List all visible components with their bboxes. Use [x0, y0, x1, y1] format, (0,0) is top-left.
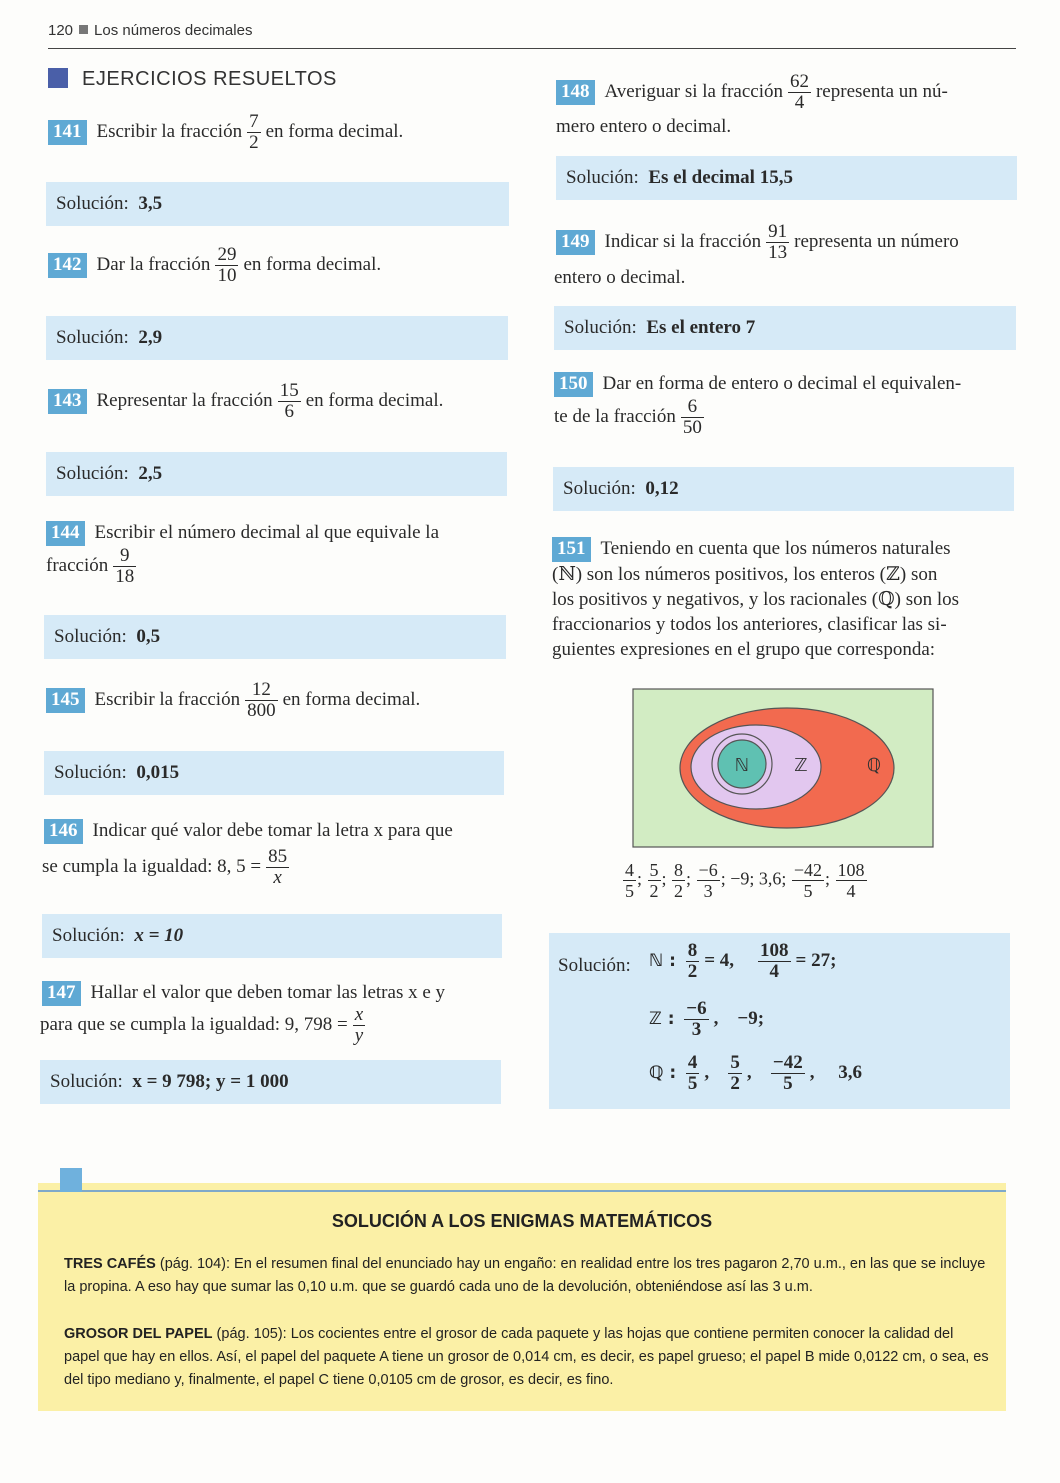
solution-142: Solución: 2,9 — [46, 316, 508, 360]
enigmas-title: SOLUCIÓN A LOS ENIGMAS MATEMÁTICOS — [331, 1211, 713, 1231]
problem-145: 145 Escribir la fracción $\frac{12}{800}$ en forma decimal. — [46, 680, 516, 721]
problem-146: 146 Indicar qué valor debe tomar la letra x para que — [44, 818, 514, 844]
problem-number: 143 — [48, 389, 87, 414]
problem-149: 149 Indicar si la fracción $\frac{91}{13}$ representa un número — [556, 222, 1026, 263]
square-marker-icon — [60, 1168, 82, 1192]
problem-147: 147 Hallar el valor que deben tomar las letras x e y — [42, 980, 512, 1006]
fraction: $\frac{29}{10}$ — [217, 244, 237, 286]
problem-number: 145 — [46, 688, 85, 713]
solution-151: Solución: ℕ : $\frac{8}{2}$ = 4, $\frac{108}{4}$ = 27; ℤ : $\frac{-6}{3}$ , −9; ℚ : $\frac{4}{5}$ , $\frac{5}{2}$ , $\frac{-42}{5}$ , 3,6 — [549, 933, 1010, 1109]
problem-number: 149 — [556, 230, 595, 255]
enigmas-box — [38, 1183, 1006, 1411]
set-z-label: ℤ — [794, 755, 808, 776]
solution-144: Solución: 0,5 — [44, 615, 506, 659]
fraction: $\frac{9}{18}$ — [115, 545, 135, 587]
solution-147: Solución: x = 9 798; y = 1 000 — [40, 1060, 501, 1104]
set-n-label: ℕ — [734, 755, 750, 776]
solution-145: Solución: 0,015 — [44, 751, 504, 795]
fraction: $\frac{15}{6}$ — [279, 380, 299, 422]
problem-144: 144 Escribir el número decimal al que equivale la — [46, 520, 516, 546]
problem-141: 141 Escribir la fracción $\frac{7}{2}$ en forma decimal. — [48, 112, 518, 153]
problem-151: 151 Teniendo en cuenta que los números naturales (ℕ) son los números positivos, los enteros (ℤ) son los positivos y negativos, y los racionales (ℚ) son los fraccionarios y todos los anteriores, clasificar las si- guientes expresiones en el grupo que corresponda: — [552, 538, 960, 660]
fraction: $\frac{12}{800}$ — [247, 679, 276, 721]
enigmas-top-rule — [38, 1190, 1006, 1192]
problem-142: 142 Dar la fracción $\frac{29}{10}$ en forma decimal. — [48, 245, 518, 286]
problem-number: 148 — [556, 80, 595, 105]
enigma-tres-cafes: TRES CAFÉS (pág. 104): En el resumen final del enunciado hay un engaño: en realidad entre los tres pagaron 2,70 u.m., en las que se incluye la propina. A eso hay que sumar las 0,10 u.m. que se guardó cada uno de la devolución, obteniéndose así las 3 u.m. — [64, 1256, 986, 1295]
fraction: $\frac{85}{x}$ — [268, 846, 288, 888]
square-marker-icon — [48, 68, 68, 88]
solution-141: Solución: 3,5 — [46, 182, 509, 226]
square-bullet-icon — [79, 25, 88, 34]
problem-number: 141 — [48, 120, 87, 145]
fraction: $\frac{7}{2}$ — [249, 111, 259, 153]
solution-146: Solución: x = 10 — [42, 914, 502, 958]
fraction: $\frac{x}{y}$ — [354, 1004, 364, 1046]
fraction: $\frac{6}{50}$ — [682, 396, 702, 438]
fraction: $\frac{91}{13}$ — [768, 221, 788, 263]
problem-143: 143 Representar la fracción $\frac{15}{6}$ en forma decimal. — [48, 381, 518, 422]
chapter-title: Los números decimales — [94, 22, 253, 39]
page-header — [48, 20, 1016, 49]
section-title: EJERCICIOS RESUELTOS — [48, 68, 337, 91]
problem-number: 151 — [552, 537, 591, 562]
enigma-grosor-papel: GROSOR DEL PAPEL (pág. 105): Los cocientes entre el grosor de cada paquete y las hojas que contiene permiten conocer la calidad del papel que hay en ellos. Así, el papel del paquete A tiene un grosor de 0,014 cm, es decir, es papel grueso; el papel B mide 0,0122 cm, o sea, es del tipo mediano y, finalmente, el papel C tiene 0,0105 cm de grosor, es decir, es fino. — [64, 1326, 989, 1388]
solution-149: Solución: Es el entero 7 — [554, 306, 1016, 350]
problem-number: 144 — [46, 521, 85, 546]
problem-number: 142 — [48, 253, 87, 278]
expressions-list: $\frac{4}{5}$ ; $\frac{5}{2}$ ; $\frac{8}{2}$ ; $\frac{-6}{3}$ ; −9; 3,6; $\frac{-42}{5}$ ; $\frac{108}{4}$ — [625, 860, 865, 901]
problem-150: 150 Dar en forma de entero o decimal el equivalen- — [554, 371, 1024, 397]
problem-148: 148 Averiguar si la fracción $\frac{62}{4}$ representa un nú- — [556, 72, 1026, 113]
problem-number: 147 — [42, 981, 81, 1006]
venn-diagram — [632, 688, 934, 848]
problem-number: 146 — [44, 819, 83, 844]
set-q-label: ℚ — [866, 755, 882, 776]
page-number: 120 — [48, 22, 74, 39]
fraction: $\frac{62}{4}$ — [789, 71, 809, 113]
solution-150: Solución: 0,12 — [553, 467, 1014, 511]
solution-148: Solución: Es el decimal 15,5 — [556, 156, 1017, 200]
problem-number: 150 — [554, 372, 593, 397]
solution-143: Solución: 2,5 — [46, 452, 507, 496]
